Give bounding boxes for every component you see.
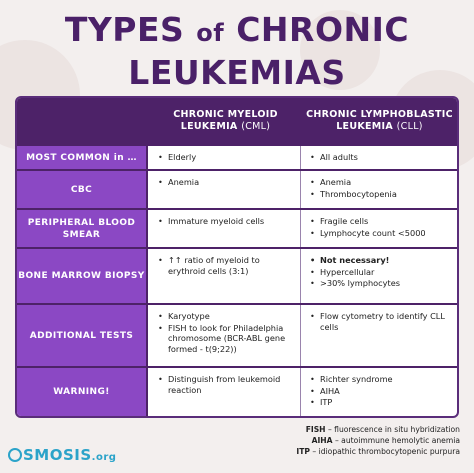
cml-cell: [150, 368, 301, 416]
cml-cell: [150, 171, 301, 208]
cml-cell: [150, 146, 301, 169]
list-item: • Distinguish from leukemoid reaction: [158, 374, 294, 395]
header-cml-abbr: (CML): [241, 121, 271, 132]
legend-desc: – autoimmune hemolytic anemia: [334, 436, 460, 445]
abbreviation-legend: [200, 424, 460, 457]
list-item: • Hypercellular: [310, 267, 451, 278]
cml-cell: [150, 305, 301, 366]
cll-cell: [302, 210, 457, 247]
list-item: • Lymphocyte count <5000: [310, 228, 451, 239]
list-item: • All adults: [310, 152, 451, 163]
row-label: PERIPHERAL BLOOD SMEAR: [17, 210, 148, 247]
title-word-leukemias: LEUKEMIAS: [128, 53, 346, 92]
table-row: [17, 208, 457, 247]
legend-entry: [200, 446, 460, 457]
header-cll-label: CHRONIC LYMPHOBLASTIC: [306, 109, 453, 120]
logo-suffix: .org: [91, 452, 117, 463]
cll-cell: [302, 146, 457, 169]
list-item: • Fragile cells: [310, 216, 451, 227]
cll-cell: [302, 305, 457, 366]
row-label: WARNING!: [17, 368, 148, 416]
cml-cell: [150, 249, 301, 303]
list-item: • ↑↑ ratio of myeloid to erythroid cells (3:1): [158, 255, 294, 276]
list-item: • Immature myeloid cells: [158, 216, 294, 227]
legend-desc: – idiopathic thrombocytopenic purpura: [312, 447, 460, 456]
legend-desc: – fluorescence in situ hybridization: [327, 425, 460, 434]
cll-cell: [302, 171, 457, 208]
title-word-types: TYPES: [64, 10, 185, 49]
comparison-table: [15, 96, 459, 418]
table-header: [17, 98, 457, 144]
title-word-chronic: CHRONIC: [236, 10, 410, 49]
legend-abbr: ITP: [296, 447, 310, 456]
list-item: • Karyotype: [158, 311, 294, 322]
cll-cell: [302, 249, 457, 303]
list-item: • Anemia: [158, 177, 294, 188]
table-row: [17, 144, 457, 169]
header-cll: [302, 98, 457, 144]
list-item: • Elderly: [158, 152, 294, 163]
legend-abbr: AIHA: [311, 436, 333, 445]
list-item: • ITP: [310, 397, 451, 408]
list-item: • Not necessary!: [310, 255, 451, 266]
row-label: CBC: [17, 171, 148, 208]
header-corner: [17, 98, 148, 144]
table-row: [17, 247, 457, 303]
title-word-of: of: [196, 19, 225, 47]
logo-name: SMOSIS: [23, 446, 92, 464]
row-label: MOST COMMON in …: [17, 146, 148, 169]
legend-entry: [200, 424, 460, 435]
row-label: BONE MARROW BIOPSY: [17, 249, 148, 303]
table-row: [17, 169, 457, 208]
header-cml-label2: LEUKEMIA: [180, 121, 238, 132]
list-item: • Anemia: [310, 177, 451, 188]
list-item: • AIHA: [310, 386, 451, 397]
list-item: • Flow cytometry to identify CLL cells: [310, 311, 451, 332]
table-row: [17, 303, 457, 366]
row-label: ADDITIONAL TESTS: [17, 305, 148, 366]
legend-abbr: FISH: [305, 425, 326, 434]
cll-cell: [302, 368, 457, 416]
cml-cell: [150, 210, 301, 247]
logo-circle-icon: [8, 448, 22, 462]
header-cll-abbr: (CLL): [396, 121, 423, 132]
page-title: [0, 10, 474, 93]
list-item: • Thrombocytopenia: [310, 189, 451, 200]
list-item: • FISH to look for Philadelphia chromosome (BCR-ABL gene formed - t(9;22)): [158, 323, 294, 355]
osmosis-logo: [8, 446, 116, 464]
list-item: • >30% lymphocytes: [310, 278, 451, 289]
legend-entry: [200, 435, 460, 446]
header-cml-label: CHRONIC MYELOID: [173, 109, 278, 120]
header-cml: [150, 98, 301, 144]
list-item: • Richter syndrome: [310, 374, 451, 385]
header-cll-label2: LEUKEMIA: [336, 121, 394, 132]
table-row: [17, 366, 457, 416]
